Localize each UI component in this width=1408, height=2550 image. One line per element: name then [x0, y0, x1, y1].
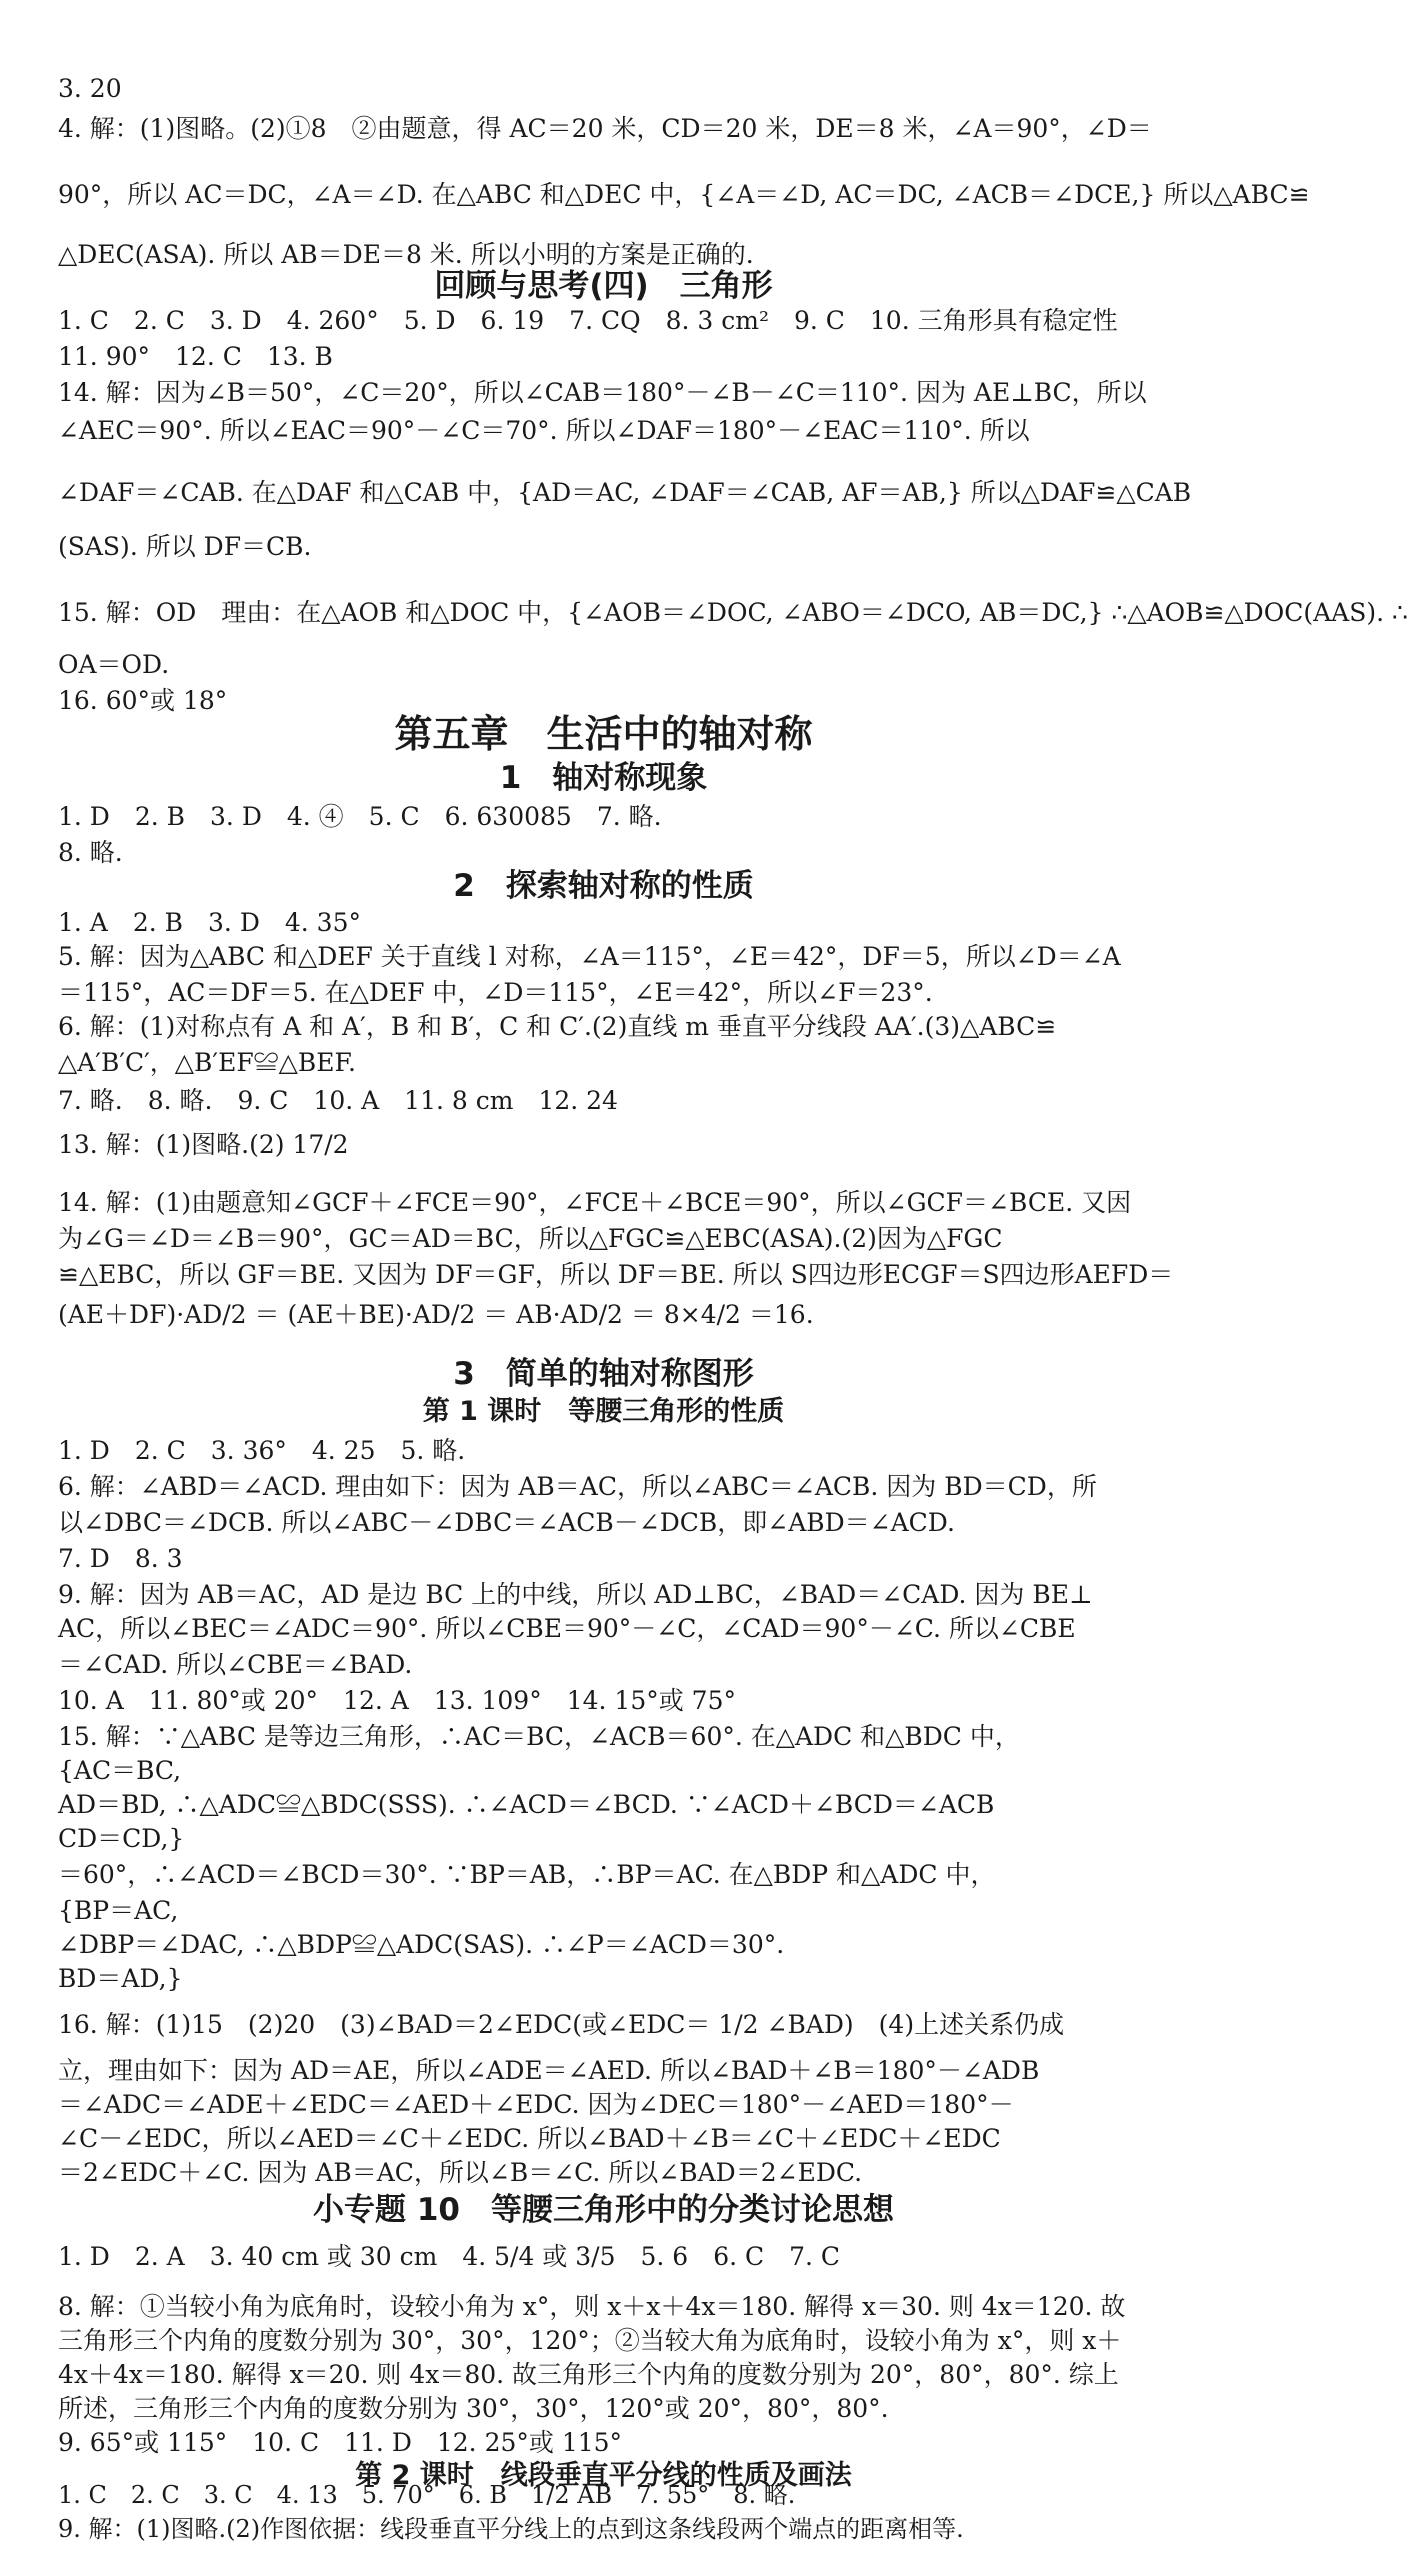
- answer-line: 16. 解：(1)15 (2)20 (3)∠BAD＝2∠EDC(或∠EDC＝ 1/2 ∠BAD) (4)上述关系仍成: [58, 2010, 1065, 2039]
- answer-line: 15. 解：∵△ABC 是等边三角形，∴AC＝BC，∠ACB＝60°. 在△ADC 和△BDC 中，: [58, 1722, 1020, 1751]
- section-heading: 回顾与思考(四) 三角形: [434, 268, 773, 304]
- answer-line: △DEC(ASA). 所以 AB＝DE＝8 米. 所以小明的方案是正确的.: [58, 240, 754, 269]
- answer-line: 1. C 2. C 3. D 4. 260° 5. D 6. 19 7. CQ 8. 3 cm² 9. C 10. 三角形具有稳定性: [58, 306, 1118, 335]
- answer-line: ∠C－∠EDC，所以∠AED＝∠C＋∠EDC. 所以∠BAD＋∠B＝∠C＋∠EDC＋∠EDC: [58, 2124, 1001, 2153]
- answer-line: (SAS). 所以 DF＝CB.: [58, 532, 312, 561]
- answer-line: 4. 解：(1)图略。(2)①8 ②由题意，得 AC＝20 米，CD＝20 米，DE＝8 米，∠A＝90°，∠D＝: [58, 114, 1152, 143]
- chapter-title: 第五章 生活中的轴对称: [394, 712, 813, 756]
- answer-line: 6. 解：∠ABD＝∠ACD. 理由如下：因为 AB＝AC，所以∠ABC＝∠ACB. 因为 BD＝CD，所: [58, 1472, 1097, 1501]
- answer-line: 1. A 2. B 3. D 4. 35°: [58, 908, 361, 937]
- answer-line: 14. 解：因为∠B＝50°，∠C＝20°，所以∠CAB＝180°－∠B－∠C＝110°. 因为 AE⊥BC，所以: [58, 378, 1147, 407]
- lesson-heading: 第 1 课时 等腰三角形的性质: [422, 1396, 785, 1427]
- answer-line: 7. 略. 8. 略. 9. C 10. A 11. 8 cm 12. 24: [58, 1086, 618, 1115]
- answer-line: 90°，所以 AC＝DC，∠A＝∠D. 在△ABC 和△DEC 中，{∠A＝∠D, AC＝DC, ∠ACB＝∠DCE,} 所以△ABC≌: [58, 180, 1310, 209]
- lesson-heading: 第 2 课时 线段垂直平分线的性质及画法: [355, 2460, 852, 2491]
- answer-line: 以∠DBC＝∠DCB. 所以∠ABC－∠DBC＝∠ACB－∠DCB，即∠ABD＝∠ACD.: [58, 1508, 955, 1537]
- answer-line: AC，所以∠BEC＝∠ADC＝90°. 所以∠CBE＝90°－∠C，∠CAD＝90°－∠C. 所以∠CBE: [58, 1614, 1076, 1643]
- answer-line: ∠DBP＝∠DAC, ∴△BDP≌△ADC(SAS). ∴∠P＝∠ACD＝30°.: [58, 1930, 785, 1959]
- answer-line: ≌△EBC，所以 GF＝BE. 又因为 DF＝GF，所以 DF＝BE. 所以 S四边形ECGF＝S四边形AEFD＝: [58, 1260, 1174, 1289]
- answer-line: 8. 略.: [58, 838, 123, 867]
- answer-line: 1. D 2. A 3. 40 cm 或 30 cm 4. 5/4 或 3/5 5. 6 6. C 7. C: [58, 2242, 841, 2271]
- answer-line: ∠DAF＝∠CAB. 在△DAF 和△CAB 中，{AD＝AC, ∠DAF＝∠CAB, AF＝AB,} 所以△DAF≌△CAB: [58, 478, 1192, 507]
- answer-line: ＝2∠EDC＋∠C. 因为 AB＝AC，所以∠B＝∠C. 所以∠BAD＝2∠EDC.: [58, 2158, 863, 2187]
- section-heading: 小专题 10 等腰三角形中的分类讨论思想: [313, 2192, 894, 2228]
- answer-line: 1. D 2. C 3. 36° 4. 25 5. 略.: [58, 1436, 466, 1465]
- answer-line: ＝∠ADC＝∠ADE＋∠EDC＝∠AED＋∠EDC. 因为∠DEC＝180°－∠AED＝180°－: [58, 2090, 1014, 2119]
- answer-line: ＝115°，AC＝DF＝5. 在△DEF 中，∠D＝115°，∠E＝42°，所以∠F＝23°.: [58, 978, 933, 1007]
- answer-line: 所述，三角形三个内角的度数分别为 30°，30°，120°或 20°，80°，80°.: [58, 2394, 889, 2423]
- answer-line: {BP＝AC,: [58, 1896, 179, 1925]
- answer-line: ＝∠CAD. 所以∠CBE＝∠BAD.: [58, 1650, 413, 1679]
- answer-line: 5. 解：因为△ABC 和△DEF 关于直线 l 对称，∠A＝115°，∠E＝42°，DF＝5，所以∠D＝∠A: [58, 942, 1121, 971]
- answer-line: 11. 90° 12. C 13. B: [58, 342, 333, 371]
- answer-line: 7. D 8. 3: [58, 1544, 183, 1573]
- answer-line: AD＝BD, ∴△ADC≌△BDC(SSS). ∴∠ACD＝∠BCD. ∵∠ACD＋∠BCD＝∠ACB: [58, 1790, 995, 1819]
- answer-line: 3. 20: [58, 74, 122, 103]
- answer-line: 三角形三个内角的度数分别为 30°，30°，120°；②当较大角为底角时，设较小角为 x°，则 x＋: [58, 2326, 1122, 2355]
- answer-line: BD＝AD,}: [58, 1964, 183, 1993]
- answer-line: 9. 65°或 115° 10. C 11. D 12. 25°或 115°: [58, 2428, 623, 2457]
- section-heading: 1 轴对称现象: [499, 760, 708, 796]
- answer-line: 立，理由如下：因为 AD＝AE，所以∠ADE＝∠AED. 所以∠BAD＋∠B＝180°－∠ADB: [58, 2056, 1040, 2085]
- answer-line: 14. 解：(1)由题意知∠GCF＋∠FCE＝90°，∠FCE＋∠BCE＝90°，所以∠GCF＝∠BCE. 又因: [58, 1188, 1132, 1217]
- answer-line: 1. C 2. C 3. C 4. 13 5. 70° 6. B 1/2 AB 7. 55° 8. 略.: [58, 2481, 796, 2509]
- answer-line: 4x＋4x＝180. 解得 x＝20. 则 4x＝80. 故三角形三个内角的度数分别为 20°，80°，80°. 综上: [58, 2360, 1119, 2389]
- answer-line: 9. 解：(1)图略.(2)作图依据：线段垂直平分线上的点到这条线段两个端点的距离相等.: [58, 2515, 964, 2543]
- answer-line: 10. A 11. 80°或 20° 12. A 13. 109° 14. 15°或 75°: [58, 1686, 736, 1715]
- answer-line: CD＝CD,}: [58, 1824, 185, 1853]
- section-heading: 2 探索轴对称的性质: [453, 868, 754, 904]
- answer-line: ∠AEC＝90°. 所以∠EAC＝90°－∠C＝70°. 所以∠DAF＝180°－∠EAC＝110°. 所以: [58, 416, 1030, 445]
- section-heading: 3 简单的轴对称图形: [453, 1356, 754, 1392]
- answer-line: 16. 60°或 18°: [58, 686, 228, 715]
- answer-line: (AE＋DF)·AD/2 ＝ (AE＋BE)·AD/2 ＝ AB·AD/2 ＝ 8×4/2 ＝16.: [58, 1300, 814, 1329]
- answer-line: 13. 解：(1)图略.(2) 17/2: [58, 1130, 349, 1159]
- answer-line: 6. 解：(1)对称点有 A 和 A′，B 和 B′，C 和 C′.(2)直线 m 垂直平分线段 AA′.(3)△ABC≌: [58, 1012, 1057, 1041]
- answer-line: 8. 解：①当较小角为底角时，设较小角为 x°，则 x＋x＋4x＝180. 解得 x＝30. 则 4x＝120. 故: [58, 2292, 1126, 2321]
- answer-line: {AC＝BC,: [58, 1756, 182, 1785]
- answer-line: 1. D 2. B 3. D 4. ④ 5. C 6. 630085 7. 略.: [58, 802, 662, 831]
- answer-line: 15. 解：OD 理由：在△AOB 和△DOC 中，{∠AOB＝∠DOC, ∠ABO＝∠DCO, AB＝DC,} ∴△AOB≌△DOC(AAS). ∴: [58, 598, 1408, 627]
- answer-line: OA＝OD.: [58, 650, 170, 679]
- answer-line: 9. 解：因为 AB＝AC，AD 是边 BC 上的中线，所以 AD⊥BC，∠BAD＝∠CAD. 因为 BE⊥: [58, 1580, 1093, 1609]
- answer-line: △A′B′C′，△B′EF≌△BEF.: [58, 1048, 356, 1077]
- answer-line: 为∠G＝∠D＝∠B＝90°，GC＝AD＝BC，所以△FGC≌△EBC(ASA).(2)因为△FGC: [58, 1224, 1003, 1253]
- answer-line: ＝60°，∴∠ACD＝∠BCD＝30°. ∵BP＝AB，∴BP＝AC. 在△BDP 和△ADC 中，: [58, 1860, 996, 1889]
